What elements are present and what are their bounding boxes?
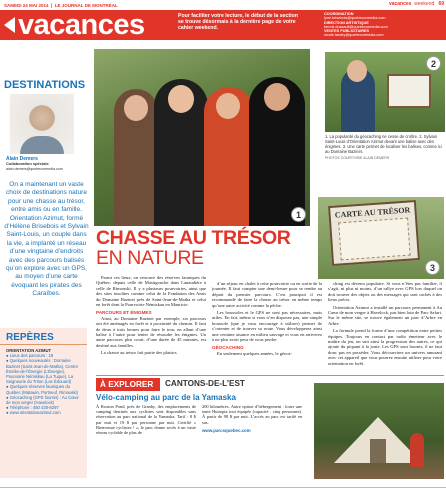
- corner-weekend: weekend: [414, 1, 435, 7]
- author-photo: [10, 94, 74, 154]
- author-name: Alain Demers: [6, 156, 38, 162]
- destinations-label: DESTINATIONS: [4, 79, 86, 91]
- face-shape: [264, 83, 290, 111]
- tent-door-shape: [370, 439, 386, 463]
- article-paragraph: Les boussoles et le GPS ne sont pas nécessaires, mais utiles. En fait, même si vous n’en disposez pas, une simple boussole (que je vous encourage à utiliser) permet de s’orienter et de trouver sa route. Vous développerez ainsi une certaine aisance en milieu sauvage et vous en arriverez à ne plus avoir peur de vous perdre.: [212, 310, 322, 343]
- sign-board: [328, 200, 420, 266]
- photo-campsite-tent: [314, 383, 444, 479]
- photo-number-badge: 3: [425, 260, 440, 275]
- headline: [96, 228, 316, 268]
- article-paragraph: Parmi ces lieux, on retrouve des réserves fauniques du Québec, depuis celle de Mastigouche dans Lanaudière à celle de Rimouski. Il y a plusieurs pourvoiries, ainsi que des sites insolites comme celui de la Fondation des Amis du Domaine Bazinet près de Saint-Jean-de-Matha et celui en forêt dont la Pourvoirie Némiskau en Mauricie.: [96, 275, 206, 308]
- face-shape: [168, 85, 194, 113]
- article-paragraph: La formule prend la forme d’une compétition entre petites équipes. Toujours en contact par radio émetteur avec le maître du jeu, on suit ainsi la progression des autres, ce qui ajoute du piquant à la joute. Les GPS sont fournis, il ne faut donc pas en posséder. Vous découvrirez un univers amusant avec cet appareil que vous pourrez ensuite utiliser pour votre orientation en forêt.: [328, 328, 442, 366]
- explorer-rule: [96, 375, 444, 376]
- article-subhead: PARCOURS ET ÉNIGMES: [96, 310, 152, 316]
- caption-part: 3. Une carte permet de localiser les balises, comme ici au Domaine Bazinet.: [325, 143, 442, 154]
- author-email: alain.demers@quebecormedia.com: [6, 166, 63, 171]
- headline-line: EN NATURE: [96, 247, 204, 269]
- article-subhead: GÉOCACHING: [212, 345, 244, 351]
- photo-man-with-sign: [325, 52, 445, 132]
- section-title: vacances: [18, 8, 145, 41]
- header-topline: SAMEDI 24 MAI 2014 | LE JOURNAL DE MONTRÉAL: [4, 3, 118, 8]
- page-number: 69: [438, 1, 444, 7]
- contact-title: COORDINATION: [324, 12, 354, 16]
- reperes-item: ● Quelques nouveautés : Domaine Bazinet (Saint-Jean-de-Matha), Centre Émélie-de-l’Énergie (L’Énergie), Pourvoirie Némiskau (La Tuque), La Seigneurie du Triton (Lac Édouard): [6, 358, 78, 385]
- article-paragraph: La chasse au trésor fait partie des plaisirs: [101, 350, 177, 356]
- article-column-3: [328, 281, 442, 368]
- reperes-title: REPÈRES: [0, 328, 87, 345]
- article-paragraph: d’un séjour en chalet à cette pourvoirie ou en sortie de la journée. Il faut compter une demi-heure pour se rendre au départ du premier parcours. C’est pourquoi il est recommandé de faire la chasse au trésor en même temps qu’une autre activité comme la pêche.: [212, 281, 322, 308]
- header-intro: Pour faciliter votre lecture, le début de la section se trouve désormais à la dernière page de votre cahier weekend.: [178, 13, 298, 32]
- header-corner: [322, 1, 444, 10]
- explorer-region: CANTONS-DE-L’EST: [165, 379, 245, 388]
- photo-caption: [325, 135, 445, 161]
- explorer-title: Vélo-camping au parc de la Yamaska: [96, 393, 236, 402]
- article-column-1: [96, 275, 206, 358]
- footer-rule: [0, 487, 446, 488]
- sign-shape: [387, 74, 431, 108]
- caption-part: 1. La popularité du géocaching ne cesse de croître.: [325, 134, 419, 139]
- article-paragraph: Ainsi, au Domaine Bazinet par exemple, six parcours ont été aménagés en forêt et à proximité du chemin. Il faut de deux à trois heures pour faire le tour, en allant d’une balise à l’autre pour tenter de résoudre les énigmes. Un autre parcours plus court, d’une durée de 45 minutes, est destiné aux familles.: [96, 315, 206, 348]
- header-date: SAMEDI 24 MAI 2014: [4, 3, 49, 8]
- explorer-tag-text: À EXPLORER: [100, 380, 154, 389]
- lead-paragraph: On a maintenant un vaste choix de destinations nature pour une chasse au trésor, entre amis ou en famille. Orientation Azimut, formé d’Hélène Brisebois et Sylvain Saint-Louis, un couple dans la vie, a implanté un réseau d’une vingtaine d’endroits avec des parcours balisés qu’on explore avec un GPS, au moyen d’une carte évoquant les pirates des Caraïbes.: [4, 181, 89, 298]
- reperes-item: ● Quelques réserves fauniques du Québec (Matawin, Portneuf, Rimouski): [6, 384, 78, 395]
- headline-line: CHASSE AU TRÉSOR: [96, 227, 291, 249]
- explorer-tag: [96, 378, 160, 391]
- map-drawing: [338, 218, 410, 261]
- photo-credit: PHOTOS COURTOISIE ALAIN DEMERS: [325, 155, 390, 160]
- reperes-item: ● Lieux des parcours : 19: [6, 353, 54, 359]
- explorer-column-2: [202, 404, 302, 433]
- contact-title: DIRECTION ARTISTIQUE: [324, 20, 369, 25]
- reperes-item: ● Géocaching (GPS fournis) : Au Cœur de mon verger (Havelock): [6, 394, 79, 406]
- contact-line: nicole.landry@quebecormedia.com: [324, 33, 384, 38]
- contact-box: [324, 12, 442, 38]
- article-paragraph: En seulement quelques années, le géoca-: [217, 350, 293, 356]
- photo-group-friends: [94, 49, 310, 226]
- contact-line: lyne.brisebois@quebecormedia.com: [324, 16, 386, 21]
- article-paragraph: Orientation Azimut a installé un parcours permanent à Au Cœur de mon verger à Havelock, pas bien loin de Parc Safari. Sur le même site, se trouve également un parc d’Arbre en Arbre.: [328, 304, 442, 326]
- reperes-list: [0, 345, 87, 416]
- author-byline: [6, 157, 86, 171]
- arrow-icon: [4, 17, 15, 33]
- reperes-item: ● www.orientationazimut.com: [6, 410, 61, 416]
- contact-line: benoit.dussault@quebecormedia.com: [324, 24, 388, 29]
- face-shape: [124, 95, 148, 121]
- section-logo: [4, 9, 174, 41]
- author-shirt-shape: [20, 136, 64, 154]
- face-shape: [347, 60, 367, 82]
- face-shape: [216, 93, 240, 119]
- person-shape: [410, 433, 424, 467]
- article-column-2: [212, 281, 322, 358]
- article-paragraph: ching est devenu populaire. Si vous n’êtes pas familier, il s’agit, ni plus ni moins, d’un rallye avec GPS lors duquel on doit trouver des objets ou des messages qui sont cachés à des lieux précis.: [328, 281, 442, 303]
- author-role: Collaboration spéciale: [6, 160, 49, 166]
- photo-treasure-map-sign: [318, 197, 444, 279]
- header-paper: LE JOURNAL DE MONTRÉAL: [54, 3, 118, 8]
- explorer-url[interactable]: www.parcsquebec.com: [202, 427, 251, 433]
- explorer-column-1: À Roxton Pond, près de Granby, des emplacements de camping destinés aux cyclistes sont disponibles sans réservation au parc national de la Yamaska. Tarif : 8 $ par nuit et 19 $ par personne par nuit. Certifié « Bienvenue cyclistes ! », le parc donne accès à un vaste réseau cyclable de plus de: [96, 404, 196, 436]
- caption-part: 2. Sylvain Saint-Louis d’Orientation Azimut devant une balise avec des énigmes.: [325, 134, 437, 149]
- reperes-item: ORIENTATION AZIMUT: [6, 348, 52, 353]
- reperes-box: [0, 328, 87, 478]
- corner-section: vacances: [388, 1, 412, 7]
- contact-title: VENTES PUBLICITAIRES: [324, 29, 370, 34]
- photo-number-badge: 2: [426, 56, 441, 71]
- reperes-item: ● Téléphone : 450 430-8297: [6, 405, 59, 411]
- sign-text: CARTE AU TRÉSOR: [334, 205, 411, 220]
- photo-number-badge: 1: [291, 207, 306, 222]
- explorer-text: 200 kilomètres. Autre option d’hébergement : louer une tente Huttopia tout équipée (capacité : cinq personnes). À partir de 98 $ par nuit. L’accès au parc est tarifé en sus.: [202, 404, 302, 425]
